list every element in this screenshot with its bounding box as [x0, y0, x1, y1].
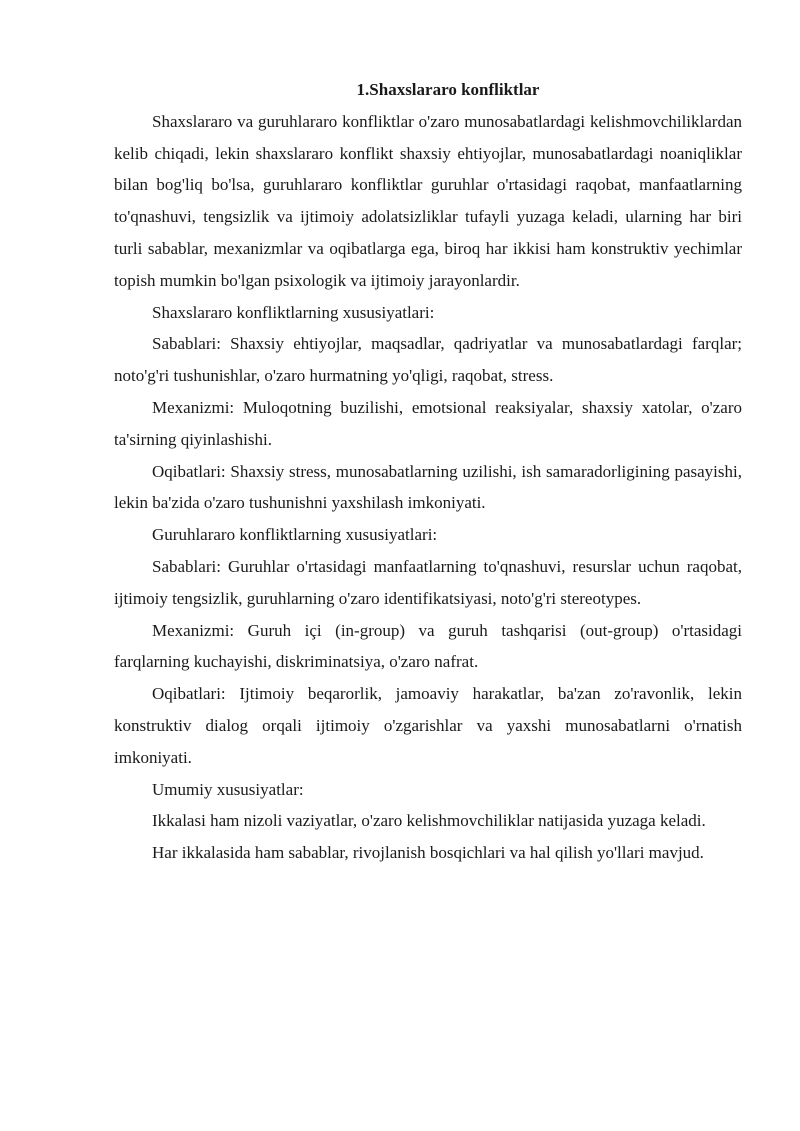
- paragraph-interpersonal-consequences: Oqibatlari: Shaxsiy stress, munosabatlarning uzilishi, ish samaradorligining pasayishi, lekin ba'zida o'zaro tushunishni yaxshilash imkoniyati.: [114, 461, 742, 513]
- paragraph-common-1: Ikkalasi ham nizoli vaziyatlar, o'zaro kelishmovchiliklar natijasida yuzaga keladi.: [152, 811, 706, 831]
- section-title: 1.Shaxslararo konfliktlar: [356, 80, 540, 99]
- paragraph-intergroup-heading: Guruhlararo konfliktlarning xususiyatlari:: [152, 525, 438, 545]
- paragraph-intro: Shaxslararo va guruhlararo konfliktlar o'zaro munosabatlardagi kelishmovchiliklardan kelib chiqadi, lekin shaxslararo konflikt shaxsiy ehtiyojlar, munosabatlardagi noaniqliklar bilan bog'liq bo'lsa, guruhlararo konfliktlar guruhlar o'rtasidagi raqobat, manfaatlarning to'qnashuvi, tengsizlik va ijtimoiy adolatsizliklar tufayli yuzaga keladi, ularning har biri turli sabablar, mexanizmlar va oqibatlarga ega, biroq har ikkisi ham konstruktiv yechimlar topish mumkin bo'lgan psixologik va ijtimoiy jarayonlardir.: [114, 111, 742, 290]
- paragraph-intergroup-consequences: Oqibatlari: Ijtimoiy beqarorlik, jamoaviy harakatlar, ba'zan zo'ravonlik, lekin konstruktiv dialog orqali ijtimoiy o'zgarishlar va yaxshi munosabatlarni o'rnatish imkoniyati.: [114, 684, 742, 767]
- document-body: [114, 74, 742, 869]
- paragraph-common-heading: Umumiy xususiyatlar:: [152, 779, 304, 799]
- paragraph-interpersonal-mechanism: Mexanizmi: Muloqotning buzilishi, emotsional reaksiyalar, shaxsiy xatolar, o'zaro ta'sirning qiyinlashishi.: [114, 397, 742, 449]
- paragraph-interpersonal-heading: Shaxslararo konfliktlarning xususiyatlari:: [152, 302, 435, 322]
- paragraph-common-2: Har ikkalasida ham sabablar, rivojlanish bosqichlari va hal qilish yo'llari mavjud.: [152, 843, 704, 863]
- paragraph-intergroup-mechanism: Mexanizmi: Guruh içi (in-group) va guruh tashqarisi (out-group) o'rtasidagi farqlarning kuchayishi, diskriminatsiya, o'zaro nafrat.: [114, 620, 742, 672]
- paragraph-intergroup-causes: Sabablari: Guruhlar o'rtasidagi manfaatlarning to'qnashuvi, resurslar uchun raqobat, ijtimoiy tengsizlik, guruhlarning o'zaro identifikatsiyasi, noto'g'ri stereotypes.: [114, 556, 742, 608]
- paragraph-interpersonal-causes: Sabablari: Shaxsiy ehtiyojlar, maqsadlar, qadriyatlar va munosabatlardagi farqlar; noto'g'ri tushunishlar, o'zaro hurmatning yo'qligi, raqobat, stress.: [114, 334, 742, 386]
